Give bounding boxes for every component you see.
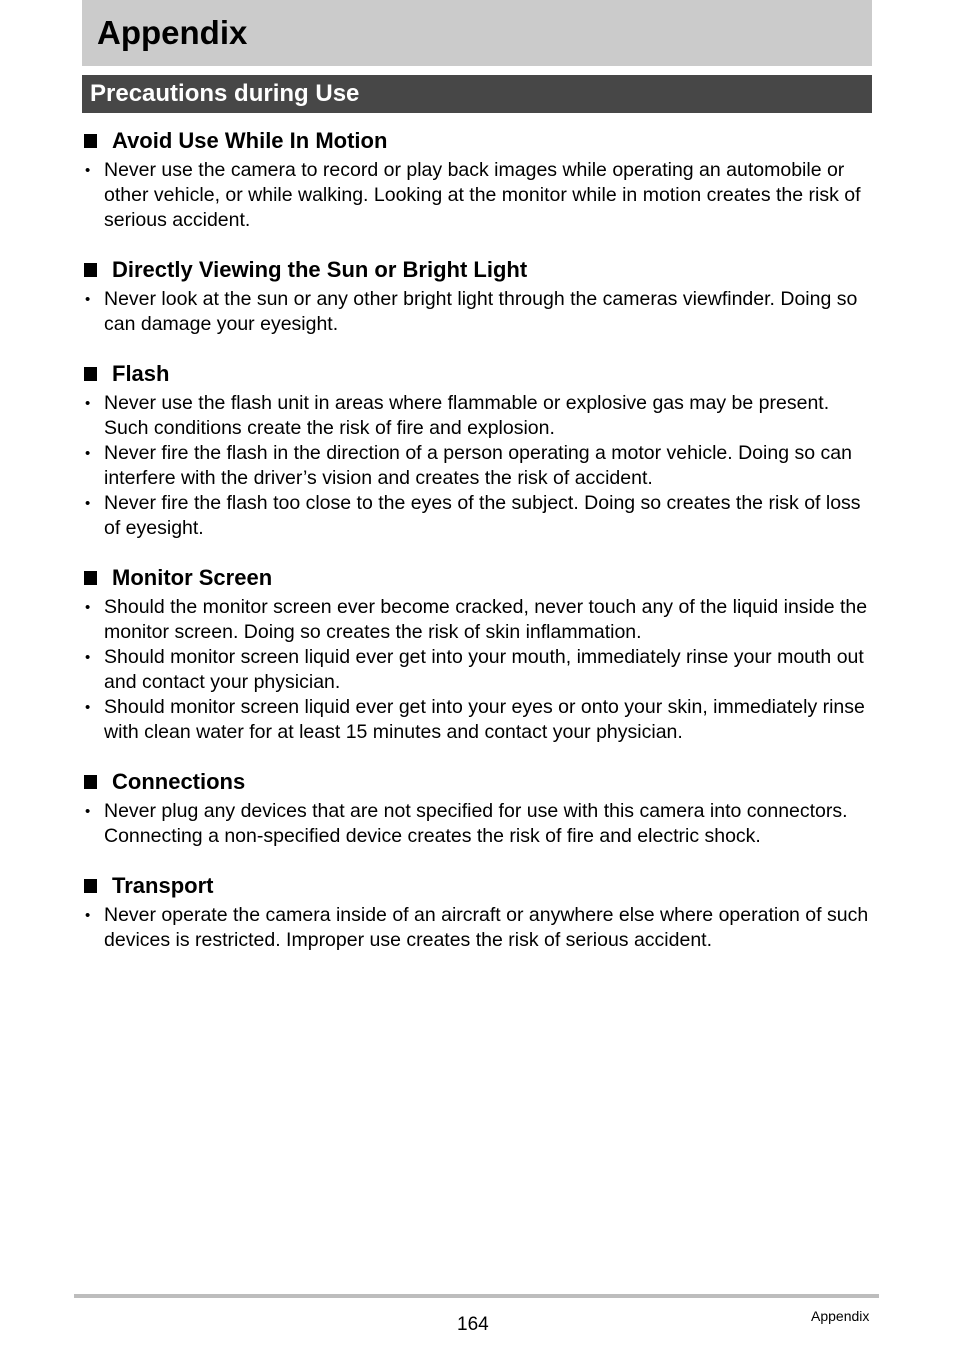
topic-title: Transport [112,873,214,898]
page-number: 164 [457,1314,489,1335]
bullet-list [82,595,872,745]
topic-heading [82,767,872,797]
topic-heading [82,126,872,156]
square-bullet-icon [84,134,97,148]
section-header-bar [82,75,872,113]
bullet-dot-icon: • [85,649,91,666]
bullet-list [82,158,872,233]
bullet-text: Should the monitor screen ever become cracked, never touch any of the liquid inside the monitor screen. Doing so creates the risk of skin inflammation. [104,596,868,643]
footer-section-label: Appendix [811,1308,870,1324]
topic-title: Directly Viewing the Sun or Bright Light [112,257,528,282]
square-bullet-icon [84,775,97,789]
footer-divider [74,1294,879,1298]
list-item [82,799,872,849]
topic-title: Monitor Screen [112,565,273,590]
topic-heading [82,563,872,593]
bullet-text: Never use the camera to record or play back images while operating an automobile or other vehicle, or while walking. Looking at the monitor while in motion creates the risk of serious accident. [104,159,861,231]
chapter-header-bar [82,0,872,66]
topic-heading [82,871,872,901]
topic-heading [82,359,872,389]
bullet-dot-icon: • [85,699,91,716]
bullet-list [82,903,872,953]
bullet-text: Should monitor screen liquid ever get into your mouth, immediately rinse your mouth out and contact your physician. [104,646,864,693]
bullet-list [82,391,872,541]
square-bullet-icon [84,879,97,893]
bullet-dot-icon: • [85,599,91,616]
topic-directly-viewing-sun [82,255,872,337]
bullet-text: Never use the flash unit in areas where flammable or explosive gas may be present. Such conditions create the risk of fire and explosion. [104,392,830,439]
list-item [82,595,872,645]
bullet-text: Never look at the sun or any other bright light through the cameras viewfinder. Doing so can damage your eyesight. [104,288,858,335]
topic-title: Connections [112,769,246,794]
topic-monitor-screen [82,563,872,745]
precautions-content [82,126,872,975]
bullet-dot-icon: • [85,445,91,462]
bullet-dot-icon: • [85,803,91,820]
bullet-dot-icon: • [85,395,91,412]
bullet-dot-icon: • [85,162,91,179]
bullet-text: Should monitor screen liquid ever get into your eyes or onto your skin, immediately rinse with clean water for at least 15 minutes and contact your physician. [104,696,865,743]
list-item [82,645,872,695]
chapter-title: Appendix [97,14,248,51]
list-item [82,491,872,541]
list-item [82,695,872,745]
bullet-text: Never operate the camera inside of an aircraft or anywhere else where operation of such devices is restricted. Improper use creates the risk of serious accident. [104,904,869,951]
section-title: Precautions during Use [90,80,360,107]
bullet-text: Never plug any devices that are not specified for use with this camera into connectors. Connecting a non-specified device creates the risk of fire and electric shock. [104,800,848,847]
list-item [82,441,872,491]
list-item [82,391,872,441]
topic-flash [82,359,872,541]
bullet-text: Never fire the flash in the direction of a person operating a motor vehicle. Doing so can interfere with the driver’s vision and creates the risk of accident. [104,442,852,489]
topic-transport [82,871,872,953]
bullet-dot-icon: • [85,495,91,512]
bullet-list [82,287,872,337]
square-bullet-icon [84,367,97,381]
square-bullet-icon [84,263,97,277]
bullet-text: Never fire the flash too close to the eyes of the subject. Doing so creates the risk of loss of eyesight. [104,492,861,539]
topic-heading [82,255,872,285]
topic-connections [82,767,872,849]
bullet-list [82,799,872,849]
topic-avoid-use-while-in-motion [82,126,872,233]
list-item [82,158,872,233]
list-item [82,903,872,953]
topic-title: Avoid Use While In Motion [112,128,388,153]
bullet-dot-icon: • [85,907,91,924]
list-item [82,287,872,337]
topic-title: Flash [112,361,170,386]
bullet-dot-icon: • [85,291,91,308]
square-bullet-icon [84,571,97,585]
